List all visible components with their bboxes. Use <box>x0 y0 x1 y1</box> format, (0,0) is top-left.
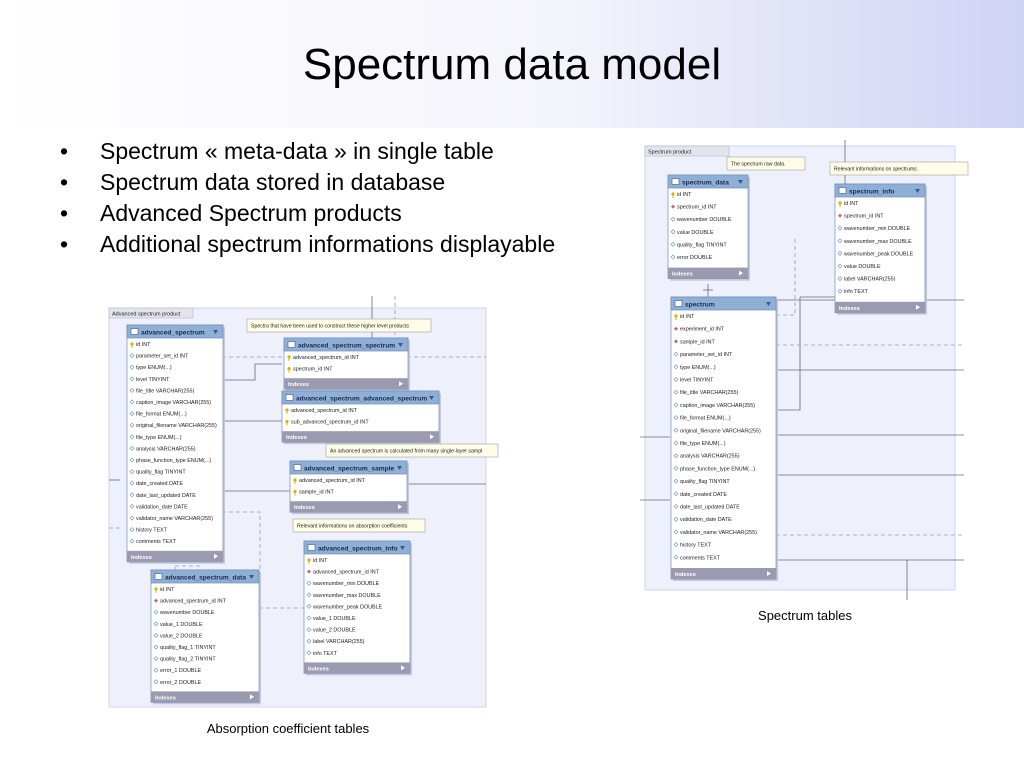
indexes-label: Indexes <box>286 435 307 442</box>
table-column: id INT <box>844 201 859 207</box>
table-column: label VARCHAR(255) <box>313 639 365 646</box>
table-advanced-spectrum-data <box>151 570 261 704</box>
indexes-label: Indexes <box>672 271 693 278</box>
table-advanced-spectrum-spectrum <box>284 338 410 391</box>
table-column: id INT <box>313 558 328 564</box>
table-column: advanced_spectrum_id INT <box>293 355 359 361</box>
table-icon <box>294 465 301 471</box>
table-name: spectrum_data <box>682 179 729 187</box>
table-column: quality_flag_2 TINYINT <box>160 656 216 663</box>
table-column: comments TEXT <box>680 555 721 562</box>
key-icon-stem <box>676 317 677 320</box>
table-advanced-spectrum-info <box>304 541 412 675</box>
indexes-label: Indexes <box>308 666 329 673</box>
table-spectrum-info <box>835 184 927 315</box>
key-icon-stem <box>156 590 157 593</box>
note-spectra-used <box>247 319 431 332</box>
table-column: caption_image VARCHAR(255) <box>680 402 756 409</box>
table-icon <box>286 395 293 401</box>
key-icon-stem <box>309 561 310 564</box>
note-text: Relevant informations on spectrums <box>834 166 917 173</box>
table-icon <box>839 188 846 194</box>
table-column: spectrum_id INT <box>677 204 717 211</box>
table-column: file_title VARCHAR(255) <box>136 388 195 395</box>
indexes-label: Indexes <box>294 505 315 512</box>
table-column: date_last_updated DATE <box>136 492 196 499</box>
table-column: original_filename VARCHAR(255) <box>680 428 761 435</box>
indexes-label: Indexes <box>675 572 696 578</box>
table-column: value DOUBLE <box>844 264 881 270</box>
table-icon <box>288 342 295 348</box>
table-column: phase_function_type ENUM(...) <box>136 458 212 464</box>
table-column: value_2 DOUBLE <box>313 627 356 634</box>
table-column: info TEXT <box>313 650 337 657</box>
table-column: validator_name VARCHAR(255) <box>680 529 757 536</box>
table-column: sub_advanced_spectrum_id INT <box>291 419 369 426</box>
table-body <box>127 325 223 562</box>
table-name: advanced_spectrum <box>141 329 205 337</box>
table-column: validation_date DATE <box>136 504 188 511</box>
table-advanced-spectrum <box>127 325 225 564</box>
table-column: date_last_updated DATE <box>680 504 740 511</box>
table-column: wavenumber_min DOUBLE <box>844 226 911 233</box>
table-name: advanced_spectrum_spectrum <box>298 342 396 350</box>
table-column: id INT <box>677 192 692 198</box>
table-column: analysis VARCHAR(255) <box>680 453 740 460</box>
note-absorption-coefficients <box>293 519 425 532</box>
table-column: file_type ENUM(...) <box>136 434 182 441</box>
table-name: spectrum <box>685 301 715 309</box>
table-column: sample_id INT <box>299 489 334 496</box>
table-column: validator_name VARCHAR(255) <box>136 516 213 522</box>
table-column: spectrum_id INT <box>844 213 884 220</box>
table-column: label VARCHAR(255) <box>844 276 896 283</box>
table-column: value_1 DOUBLE <box>160 621 203 628</box>
table-column: wavenumber DOUBLE <box>677 217 732 224</box>
table-column: comments TEXT <box>136 539 177 546</box>
table-column: id INT <box>160 587 175 593</box>
table-column: experiment_id INT <box>680 326 725 333</box>
key-icon-stem <box>287 411 288 414</box>
bullet-item: • Advanced Spectrum products <box>60 200 560 226</box>
table-column: quality_flag_1 TINYINT <box>160 645 216 651</box>
table-column: info TEXT <box>844 289 868 296</box>
table-column: file_type ENUM(...) <box>680 441 726 447</box>
table-column: wavenumber_min DOUBLE <box>313 581 380 588</box>
table-icon <box>155 574 162 580</box>
key-icon-stem <box>840 204 841 207</box>
table-name: advanced_spectrum_info <box>318 545 398 553</box>
table-column: wavenumber_peak DOUBLE <box>844 251 914 258</box>
table-column: id INT <box>680 314 695 320</box>
table-column: parameter_set_id INT <box>680 352 733 359</box>
key-icon-stem <box>289 358 290 361</box>
table-column: level TINYINT <box>680 377 714 384</box>
table-column: type ENUM(...) <box>136 365 172 372</box>
table-column: history TEXT <box>680 542 712 549</box>
note-spectrum-raw-data <box>727 157 805 170</box>
table-spectrum-data <box>668 175 750 281</box>
table-column: file_format ENUM(...) <box>136 411 187 418</box>
note-advanced-spectrum-calculated <box>326 444 498 457</box>
table-name: advanced_spectrum_sample <box>304 465 395 473</box>
indexes-label: Indexes <box>839 305 860 312</box>
table-icon <box>672 179 679 185</box>
table-column: quality_flag TINYINT <box>677 242 727 249</box>
table-column: quality_flag TINYINT <box>136 469 186 476</box>
table-column: date_created DATE <box>136 481 183 488</box>
table-column: caption_image VARCHAR(255) <box>136 400 212 406</box>
table-icon <box>308 545 315 551</box>
group-label: Spectrum product <box>648 149 692 156</box>
note-text: Relevant informations on absorption coefficients <box>297 523 408 530</box>
note-text: Spectra that have been used to construct these higher level products <box>251 323 410 330</box>
table-name: spectrum_info <box>849 188 895 196</box>
table-column: wavenumber DOUBLE <box>160 610 215 617</box>
table-column: history TEXT <box>136 527 168 534</box>
table-spectrum <box>671 297 778 581</box>
table-column: error_1 DOUBLE <box>160 668 202 675</box>
table-column: value_1 DOUBLE <box>313 616 356 622</box>
table-column: file_title VARCHAR(255) <box>680 390 739 397</box>
group-label: Advanced spectrum product <box>112 311 181 318</box>
note-text: The spectrum raw data. <box>731 161 786 168</box>
table-column: advanced_spectrum_id INT <box>313 569 379 576</box>
note-relevant-informations <box>830 162 968 175</box>
table-column: error DOUBLE <box>677 255 713 261</box>
key-icon-stem <box>673 195 674 198</box>
table-column: spectrum_id INT <box>293 366 333 373</box>
table-column: wavenumber_peak DOUBLE <box>313 604 383 611</box>
table-column: level TINYINT <box>136 376 170 383</box>
key-icon-stem <box>287 423 288 426</box>
table-advanced-spectrum-advanced-spectrum <box>282 391 441 444</box>
table-column: advanced_spectrum_id INT <box>160 598 226 605</box>
bullet-item: • Spectrum data stored in database <box>60 169 560 195</box>
table-advanced-spectrum-sample <box>290 461 409 514</box>
caption-absorption-tables: Absorption coefficient tables <box>206 721 370 736</box>
bullet-item: • Spectrum « meta-data » in single table <box>60 138 560 164</box>
table-column: value_2 DOUBLE <box>160 633 203 640</box>
table-column: phase_function_type ENUM(...) <box>680 466 756 473</box>
table-column: advanced_spectrum_id INT <box>291 408 357 414</box>
table-column: parameter_set_id INT <box>136 353 189 360</box>
table-column: error_2 DOUBLE <box>160 679 202 686</box>
indexes-label: Indexes <box>155 695 176 702</box>
table-column: date_created DATE <box>680 491 727 498</box>
table-column: wavenumber_max DOUBLE <box>313 592 381 599</box>
table-column: value DOUBLE <box>677 229 714 236</box>
slide-title: Spectrum data model <box>302 40 722 89</box>
table-body <box>668 175 748 279</box>
caption-spectrum-tables: Spectrum tables <box>758 608 852 623</box>
table-column: id INT <box>136 342 151 348</box>
table-column: wavenumber_max DOUBLE <box>844 238 912 245</box>
table-column: sample_id INT <box>680 339 715 346</box>
table-name: advanced_spectrum_advanced_spectrum <box>296 395 428 403</box>
table-icon <box>131 329 138 335</box>
table-column: file_format ENUM(...) <box>680 415 731 422</box>
indexes-label: Indexes <box>288 382 309 389</box>
table-column: original_filename VARCHAR(255) <box>136 423 217 430</box>
table-column: validation_date DATE <box>680 517 732 524</box>
key-icon-stem <box>295 493 296 496</box>
key-icon-stem <box>132 345 133 348</box>
key-icon-stem <box>289 370 290 373</box>
key-icon-stem <box>295 481 296 484</box>
table-icon <box>675 301 682 307</box>
table-column: type ENUM(...) <box>680 364 716 371</box>
bullet-item: • Additional spectrum informations displayable <box>60 231 560 257</box>
table-column: analysis VARCHAR(255) <box>136 446 196 453</box>
table-name: advanced_spectrum_data <box>165 574 246 582</box>
table-column: advanced_spectrum_id INT <box>299 478 365 484</box>
table-column: quality_flag TINYINT <box>680 479 730 486</box>
note-text: An advanced spectrum is calculated from many single-layer sampl <box>330 448 483 455</box>
indexes-label: Indexes <box>131 554 152 561</box>
